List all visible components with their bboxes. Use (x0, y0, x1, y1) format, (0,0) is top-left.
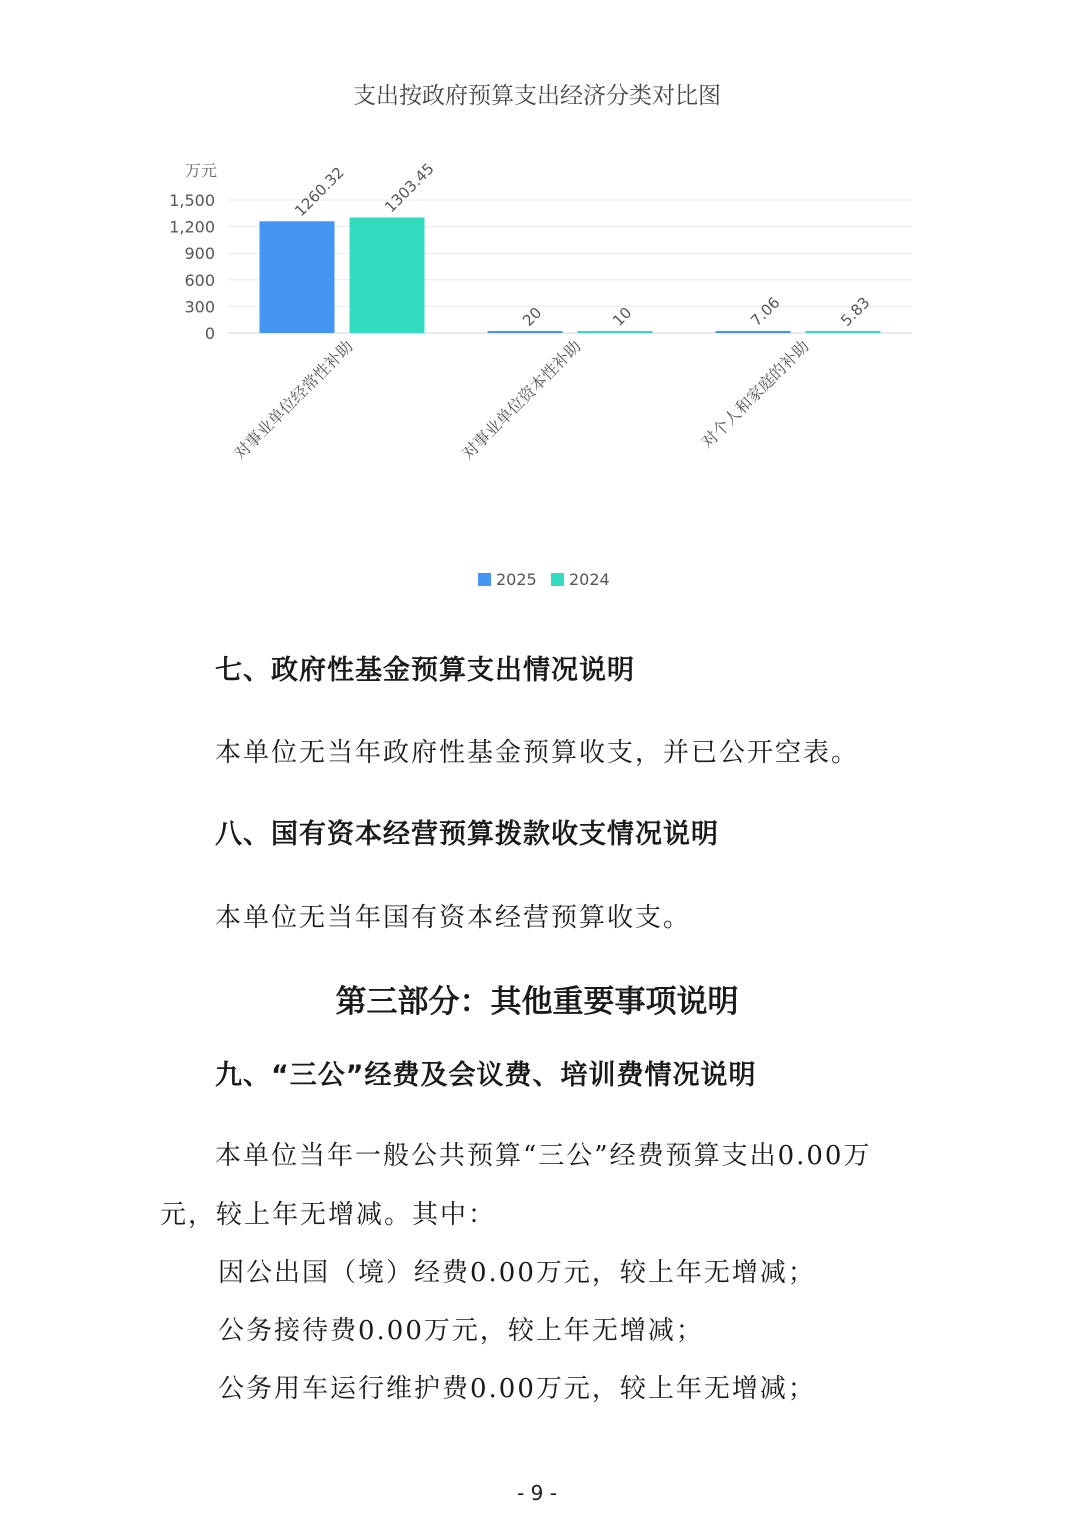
section-9-paragraph-line-1: 本单位当年一般公共预算“三公”经费预算支出0.00万 (215, 1141, 872, 1171)
page-number: - 9 - (517, 1481, 557, 1505)
y-tick-label: 300 (184, 297, 215, 317)
chart-title: 支出按政府预算支出经济分类对比图 (353, 83, 721, 109)
y-tick-label: 1,200 (169, 217, 215, 237)
data-label: 10 (609, 303, 636, 330)
chart-svg (0, 0, 1074, 620)
y-axis-unit: 万元 (184, 161, 217, 180)
section-7-text: 本单位无当年政府性基金预算收支，并已公开空表。 (215, 738, 860, 768)
x-category-label: 对事业单位资本性补助 (458, 336, 585, 463)
y-tick-label: 1,500 (169, 191, 215, 210)
x-category-label: 对事业单位经常性补助 (230, 336, 357, 463)
section-9-travel-line: 因公出国（境）经费0.00万元，较上年无增减； (218, 1258, 816, 1288)
section-9-reception-line: 公务接待费0.00万元，较上年无增减； (218, 1316, 704, 1346)
section-9-vehicle-line: 公务用车运行维护费0.00万元，较上年无增减； (218, 1374, 816, 1404)
y-tick-label: 900 (184, 244, 215, 264)
y-tick-label: 0 (204, 324, 215, 343)
bar-2024 (806, 331, 881, 333)
section-9-paragraph-line-2: 元，较上年无增减。其中： (160, 1200, 497, 1230)
data-label: 1260.32 (291, 163, 348, 221)
section-9-heading: 九、“三公”经费及会议费、培训费情况说明 (215, 1060, 757, 1091)
legend-swatch-2024 (551, 573, 564, 586)
data-label: 7.06 (747, 293, 784, 330)
data-label: 5.83 (837, 293, 874, 330)
bar-2024 (578, 331, 653, 333)
section-7-heading: 七、政府性基金预算支出情况说明 (215, 655, 635, 686)
bar-2025 (260, 221, 335, 333)
x-category-label: 对个人和家庭的补助 (697, 336, 813, 452)
bar-2024 (350, 217, 425, 333)
data-label: 1303.45 (381, 159, 438, 217)
data-label: 20 (519, 303, 546, 330)
legend-swatch-2025 (478, 573, 491, 586)
section-8-heading: 八、国有资本经营预算拨款收支情况说明 (215, 819, 719, 850)
bar-chart (0, 0, 1074, 620)
bar-2025 (716, 331, 791, 333)
section-8-text: 本单位无当年国有资本经营预算收支。 (215, 903, 692, 933)
part-3-title: 第三部分：其他重要事项说明 (335, 984, 739, 1020)
legend-label-2024: 2024 (569, 570, 610, 589)
legend-label-2025: 2025 (496, 570, 537, 589)
y-tick-label: 600 (184, 270, 215, 290)
bar-2025 (488, 331, 563, 333)
